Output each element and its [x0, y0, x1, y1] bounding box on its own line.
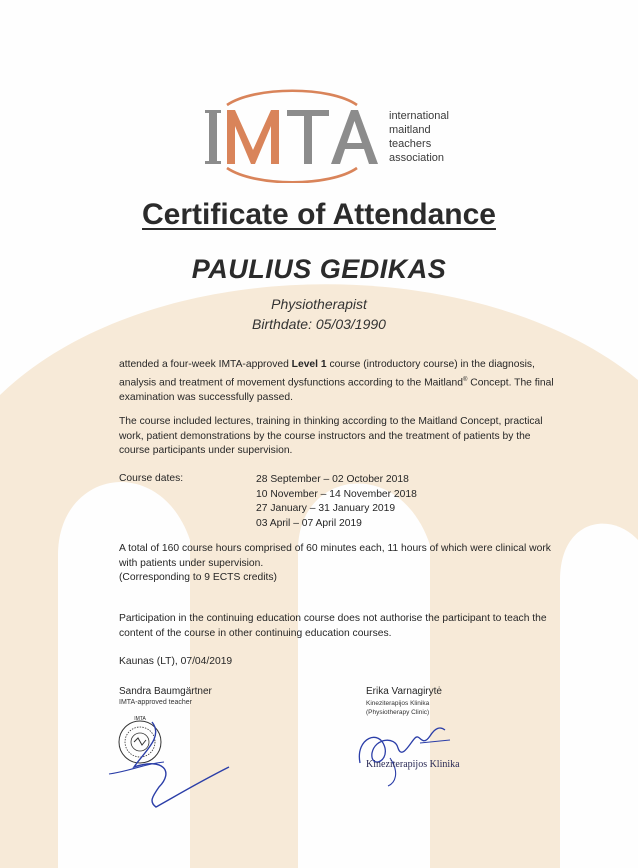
clinic-signatory-role	[366, 699, 429, 717]
attendance-text-b: course (introductory course) in the diagnosis, analysis and treatment of movement dysfunctions according to the Maitland	[119, 359, 535, 389]
clinic-signatory-name: Erika Varnagirytė	[366, 686, 442, 697]
course-date-item: 10 November – 14 November 2018	[256, 488, 417, 500]
registered-mark: ®	[463, 376, 468, 383]
course-content-paragraph: The course included lectures, training in thinking according to the Maitland Concept, practical work, patient demonstrations by the course instructors and the treatment of patients by the course participants under supervision.	[119, 416, 543, 457]
teacher-name: Sandra Baumgärtner	[119, 686, 212, 697]
clinic-stamp: Kineziterapijos Klinika	[366, 759, 460, 770]
participant-profession: Physiotherapist	[271, 296, 367, 312]
course-dates-list	[256, 473, 417, 531]
logo-line-association: association	[389, 152, 445, 164]
attendance-paragraph	[119, 358, 559, 405]
teacher-role: IMTA-approved teacher	[119, 699, 193, 706]
course-date-item: 27 January – 31 January 2019	[256, 503, 396, 515]
imta-logo-wordmark	[389, 109, 449, 165]
place-and-date: Kaunas (LT), 07/04/2019	[119, 656, 233, 667]
certificate-title: Certificate of Attendance	[142, 198, 496, 231]
attendance-text-c: Concept. The final examination was successfully passed.	[119, 377, 554, 403]
participant-name: PAULIUS GEDIKAS	[191, 254, 447, 284]
logo-line-maitland: maitland	[389, 124, 431, 136]
course-hours-paragraph	[119, 542, 559, 586]
ects-credits-text: (Corresponding to 9 ECTS credits)	[119, 572, 277, 584]
course-level: Level 1	[291, 359, 327, 370]
logo-line-teachers: teachers	[389, 138, 432, 150]
clinic-signature	[350, 718, 460, 790]
clinic-name-english: (Physiotherapy Clinic)	[366, 709, 430, 716]
clinic-name: Kineziterapijos Klinika	[366, 700, 430, 707]
disclaimer-paragraph: Participation in the continuing education course does not authorise the participant to teach the content of the course in other continuing education courses.	[119, 613, 547, 639]
course-date-item: 03 April – 07 April 2019	[256, 517, 362, 529]
teacher-signature	[104, 712, 234, 812]
course-dates-label: Course dates:	[119, 473, 184, 484]
participant-birthdate: Birthdate: 05/03/1990	[252, 316, 386, 332]
logo-line-international: international	[389, 110, 449, 122]
imta-logo-mark	[205, 88, 385, 183]
course-hours-text: A total of 160 course hours comprised of 60 minutes each, 11 hours of which were clinical work with patients under supervision.	[119, 543, 551, 569]
seal-label: IMTA	[134, 716, 146, 722]
attendance-text-a: attended a four-week IMTA-approved	[119, 359, 292, 370]
course-date-item: 28 September – 02 October 2018	[256, 474, 409, 485]
